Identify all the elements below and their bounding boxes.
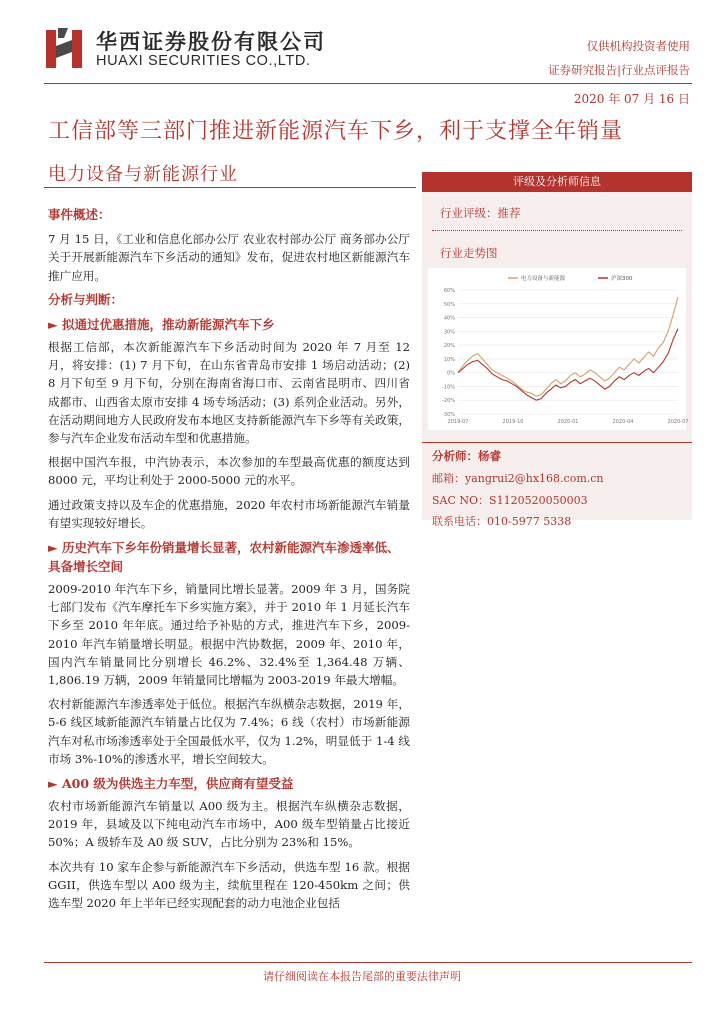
- analyst-sac: [432, 492, 588, 508]
- y-tick-label: -30%: [442, 412, 455, 418]
- analyst-email: [432, 470, 604, 486]
- analyst-phone: [432, 513, 571, 529]
- section-3-heading: ► A00 级为供选主力车型，供应商有望受益: [48, 776, 294, 792]
- analysis-heading: 分析与判断：: [48, 291, 124, 307]
- analyst-divider: [422, 442, 692, 443]
- company-logo: [44, 26, 88, 70]
- section-3-paragraph-2: 本次共有 10 家车企参与新能源汽车下乡活动，供选车型 16 款。根据 GGII，供选车型以 A00 级为主，续航里程在 120-450km 之间；供选车型 2020 年上半年已经实现配套的动力电池企业包括: [48, 859, 410, 911]
- section-2-paragraph-2: 农村新能源汽车渗透率处于低位。根据汽车纵横杂志数据，2019 年，5-6 线区域新能源汽车销量占比仅为 7.4%；6 线（农村）市场新能源汽车对私市场渗透率处于全国最低水平，仅为 1.2%，明显低于 1-4 线市场 3%-10%的渗透水平，增长空间较大。: [48, 697, 410, 766]
- industry-divider: [44, 187, 416, 188]
- section-1-paragraph-2: 根据中国汽车报，中汽协表示，本次参加的车型最高优惠的额度达到 8000 元，平均让利处于 2000-5000 元的水平。: [48, 455, 410, 488]
- company-name-cn: 华西证券股份有限公司: [96, 30, 326, 54]
- sac-label: SAC NO：: [432, 494, 490, 507]
- analyst: [432, 448, 501, 464]
- trend-chart-label: 行业走势图: [440, 246, 498, 260]
- y-tick-label: 30%: [443, 329, 455, 336]
- panel-heading: 评级及分析师信息: [422, 172, 692, 192]
- industry-name: 电力设备与新能源行业: [48, 164, 238, 185]
- analyst-label: 分析师：: [432, 449, 478, 463]
- company-name-en: HUAXI SECURITIES CO.,LTD.: [96, 53, 311, 69]
- legend-label: 沪深300: [611, 276, 633, 282]
- panel-divider: [432, 230, 682, 231]
- x-tick-label: 2020-04: [612, 419, 634, 425]
- phone-number: 010-5977 5338: [487, 515, 572, 528]
- sac-number: S1120520050003: [489, 494, 588, 507]
- x-tick-label: 2019-10: [502, 419, 524, 425]
- y-tick-label: -20%: [442, 398, 455, 405]
- header-divider: [44, 83, 692, 84]
- y-tick-label: 60%: [443, 288, 455, 294]
- report-date: 2020 年 07 月 16 日: [573, 92, 690, 106]
- legend-label: 电力设备与新能源: [521, 276, 566, 282]
- section-2-heading: ► 历史汽车下乡年份销量增长显著，农村新能源汽车渗透率低、具备增长空间: [48, 540, 400, 575]
- section-3-paragraph-1: 农村市场新能源汽车销量以 A00 级为主。根据汽车纵横杂志数据，2019 年，县域及以下纯电动汽车市场中，A00 级车型销量占比接近 50%；A 级轿车及 A0 级 SUV，占比分别为 23%和 15%。: [48, 799, 410, 850]
- report-title: 工信部等三部门推进新能源汽车下乡，利于支撑全年销量: [48, 119, 624, 144]
- industry-trend-chart: [428, 268, 689, 430]
- event-heading: 事件概述：: [48, 207, 111, 222]
- industry-rating: [440, 205, 521, 221]
- y-tick-label: 40%: [443, 315, 455, 322]
- rating-label: 行业评级：: [440, 206, 498, 220]
- section-1-paragraph-3: 通过政策支持以及车企的优惠措施，2020 年农村市场新能源汽车销量有望实现较好增长。: [48, 497, 410, 530]
- y-tick-label: 50%: [443, 301, 455, 308]
- phone-label: 联系电话：: [432, 515, 487, 528]
- email-link[interactable]: yangrui2@hx168.com.cn: [465, 472, 604, 485]
- y-tick-label: 10%: [443, 356, 455, 363]
- section-1-paragraph-1: 根据工信部，本次新能源汽车下乡活动时间为 2020 年 7 月至 12 月，将安排：(1) 7 月下旬，在山东省青岛市安排 1 场启动活动；(2) 8 月下旬至 9 月下旬，分别在海南省海口市、云南省昆明市、四川省成都市、山西省太原市安排 4 场专场活动；(3) 系列企业活动。另外，在活动期间地方人民政府发布本地区支持新能源汽车下乡等有关政策，参与汽车企业发布活动车型和优惠措施。: [48, 340, 410, 446]
- section-1-heading: ► 拟通过优惠措施，推动新能源汽车下乡: [48, 317, 275, 333]
- event-text: 7 月 15 日，《工业和信息化部办公厅 农业农村部办公厅 商务部办公厅关于开展新能源汽车下乡活动的通知》发布，促进农村地区新能源汽车推广应用。: [48, 232, 410, 283]
- section-2-paragraph-1: 2009-2010 年汽车下乡，销量同比增长显著。2009 年 3 月，国务院七部门发布《汽车摩托车下乡实施方案》，并于 2010 年 1 月延长汽车下乡至 2010 年年底。通过给予补贴的方式，推进汽车下乡，2009-2010 年汽车销量增长明显。根据中汽协数据，2009 年、2010 年，国内汽车销量同比分别增长 46.2%、32.4%至 1,364.48 万辆、1,806.19 万辆，2009 年销量同比增幅为 2003-2019 年最大增幅。: [48, 582, 410, 688]
- y-tick-label: 20%: [443, 343, 455, 350]
- y-tick-label: 0%: [447, 370, 455, 377]
- y-tick-label: -10%: [442, 384, 455, 391]
- email-label: 邮箱：: [432, 472, 465, 485]
- report-type: 证券研究报告|行业点评报告: [548, 63, 690, 77]
- x-tick-label: 2020-07: [667, 419, 689, 425]
- x-tick-label: 2020-01: [557, 419, 579, 425]
- institutional-notice: 仅供机构投资者使用: [586, 39, 690, 53]
- rating-value: 推荐: [497, 206, 521, 220]
- report-body: [48, 202, 410, 918]
- x-tick-label: 2019-07: [447, 419, 469, 425]
- analyst-name: 杨睿: [478, 449, 501, 463]
- footer-divider: [44, 962, 692, 963]
- legal-notice: 请仔细阅读在本报告尾部的重要法律声明: [263, 970, 461, 983]
